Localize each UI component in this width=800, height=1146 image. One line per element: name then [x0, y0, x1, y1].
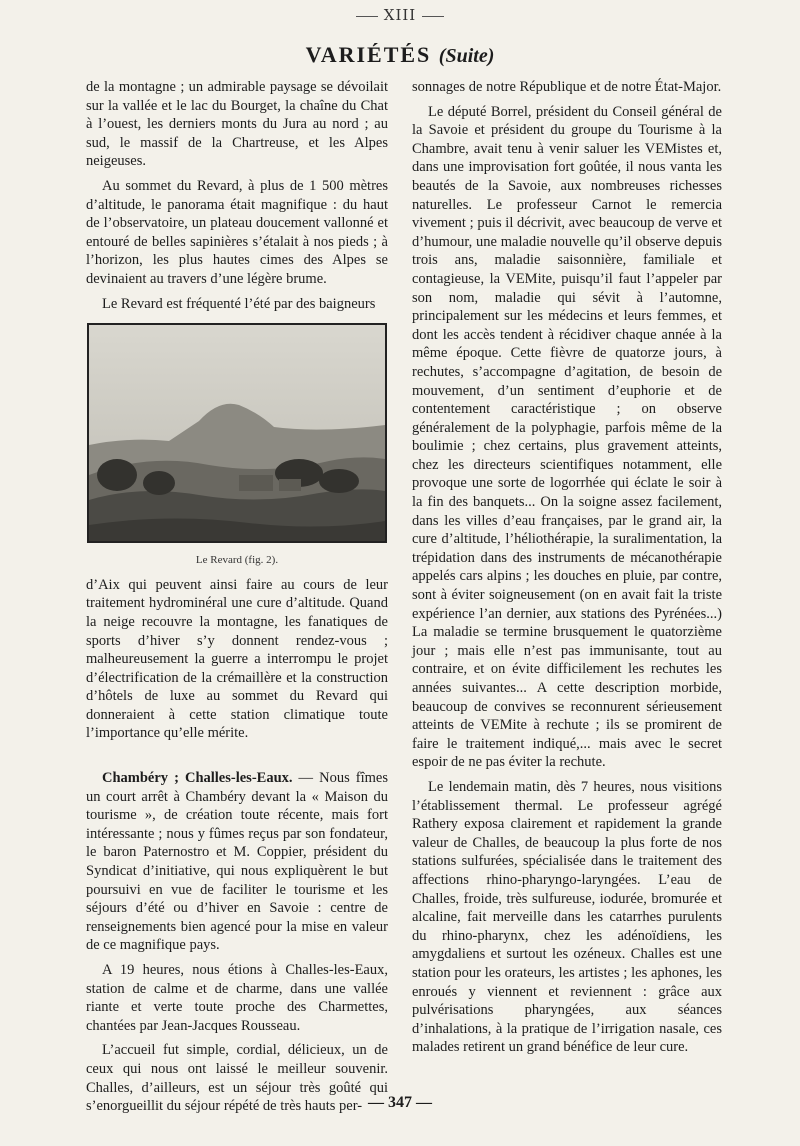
- paragraph: A 19 heures, nous étions à Challes-les-Eaux, station de calme et de charme, dans une vallée riante et verte toute proche des Charmettes, chantées par Jean-Jacques Rousseau.: [86, 962, 388, 1034]
- title-suite: (Suite): [438, 45, 495, 67]
- left-column: [86, 78, 388, 1116]
- rule-right: [422, 16, 444, 17]
- paragraph: Le Revard est fréquenté l’été par des baigneurs: [102, 295, 376, 312]
- section-heading: Chambéry ; Challes-les-Eaux.: [102, 770, 293, 787]
- paragraph: sonnages de notre République et de notre État-Major.: [412, 79, 722, 95]
- paragraph: L’accueil fut simple, cordial, délicieux, un de ceux qui nous ont laissé le meilleur souvenir. Challes, d’ailleurs, est un séjour très goûté qui s’enorgueillit du séjour répété de très hauts per-: [86, 1042, 388, 1115]
- paragraph: [86, 769, 388, 955]
- figure: [86, 323, 388, 570]
- paragraph: Le député Borrel, président du Conseil général de la Savoie et président du groupe du Tourisme à la Chambre, avait tenu à venir saluer les VEMistes et, dans une improvisation fort goûtée, il nous vanta les beautés de la Savoie, aux nombreuses richesses naturelles. Le professeur Carnot le remercia vivement ; puis il décrivit, avec beaucoup de verve et d’humour, une maladie nouvelle qu’il observe depuis trois ans, maladie saisonnière, familiale et contagieuse, la VEMite, puisqu’il faut l’appeler par son nom, maladie qui sévit à l’automne, principalement sur les médecins et leurs femmes, et dont les accès tendent à récidiver chaque année à la même époque. Cette fièvre de quatorze jours, à rechutes, s’accompagne d’agitation, de besoin de mouvement, d’un sentiment d’euphorie et de contentement caractéristique ; on observe généralement de la polyphagie, parfois même de la boulimie ; chez certains, plus gravement atteints, chez les directeurs scientifiques notamment, elle provoque une sorte de logorrhée qui éclate le soir à la fin des banquets... On la soigne assez facilement, dans les villes d’eau françaises, par le grand air, la cure d’altitude, l’héliothérapie, la suralimentation, la trépidation dans des instruments de mécanothérapie appelés cars alpins ; les douches en pluie, par contre, sont à éviter soigneusement (on en avait fait la triste expérience l’an dernier, aux stations des Pyrénées...) La maladie se termine brusquement le quatorzième jour ; mais elle n’est pas immunisante, tout au contraire, et on évite difficilement les rechutes les années suivantes... A cette description morbide, beaucoup de convives se reconnurent sérieusement atteints de VEMite à rechute ; ils se promirent de faire le traitement indiqué,... mais avec le secret espoir de ne pas éviter la rechute.: [412, 103, 722, 771]
- right-column: [412, 78, 722, 1057]
- section-number: [0, 6, 800, 24]
- paragraph: Le lendemain matin, dès 7 heures, nous visitions l’établissement thermal. Le professeur agrégé Rathery exposa clairement et rapidement la grande valeur de Challes, de beaucoup la plus forte de nos stations sulfurées, spécialisée dans le traitement des affections rhino-pharyngo-laryngées. L’eau de Challes, froide, très sulfureuse, iodurée, bromurée et alcaline, fait merveille dans les catarrhes purulents du rhino-pharynx, chez les adénoïdiens, les amygdaliens et surtout les ozéneux. Challes est une station pour les orateurs, les artistes ; les aphones, les enroués y viennent et reviennent : grâce aux pulvérisations pharyngées, aux séances d’inhalations, à la pratique de l’irrigation nasale, ces malades retirent un grand bénéfice de leur cure.: [412, 778, 722, 1056]
- landscape-image: [89, 325, 385, 541]
- title-text: VARIÉTÉS: [305, 42, 432, 67]
- page-title: [0, 42, 800, 68]
- paragraph: Au sommet du Revard, à plus de 1 500 mètres d’altitude, le panorama était magnifique : du haut de l’observatoire, un plateau doucement vallonné et entouré de belles sapinières s’étalait à nos pieds ; à l’horizon, les plus hautes cimes des Alpes se devinaient au travers d’une légère brume.: [86, 177, 388, 287]
- paragraph: d’Aix qui peuvent ainsi faire au cours de leur traitement hydrominéral une cure d’altitude. Quand la neige recouvre la montagne, les fanatiques de sports d’hiver s’y donnent rendez-vous ; malheureusement la guerre a interrompu le projet d’électrification de la crémaillère et la construction d’hôtels de luxe au sommet du Revard qui donneraient à cette station climatique toute l’importance qu’elle mérite.: [86, 576, 388, 742]
- revard-photo: [87, 323, 387, 543]
- roman-numeral: XIII: [383, 6, 417, 24]
- paragraph-text: — Nous fîmes un court arrêt à Chambéry devant la « Maison du tourisme », de création toute récente, mais fort intéressante ; nous y fûmes reçus par son fondateur, le baron Paternostro et M. Coppier, président du Syndicat d’initiative, qui nous expliquèrent le but poursuivi en vue de faciliter le tourisme et les séjours d’été ou d’hiver en Savoie : centre de renseignements bien agencé pour la mise en valeur de ce magnifique pays.: [86, 770, 388, 954]
- page-number: — 347 —: [368, 1094, 432, 1111]
- figure-caption: Le Revard (fig. 2).: [195, 554, 279, 567]
- paragraph: de la montagne ; un admirable paysage se dévoilait sur la vallée et le lac du Bourget, la chaîne du Chat à l’ouest, les derniers monts du Jura au nord ; au sud, le massif de la Chartreuse, et les Alpes neigeuses.: [86, 79, 388, 170]
- rule-left: [356, 16, 378, 17]
